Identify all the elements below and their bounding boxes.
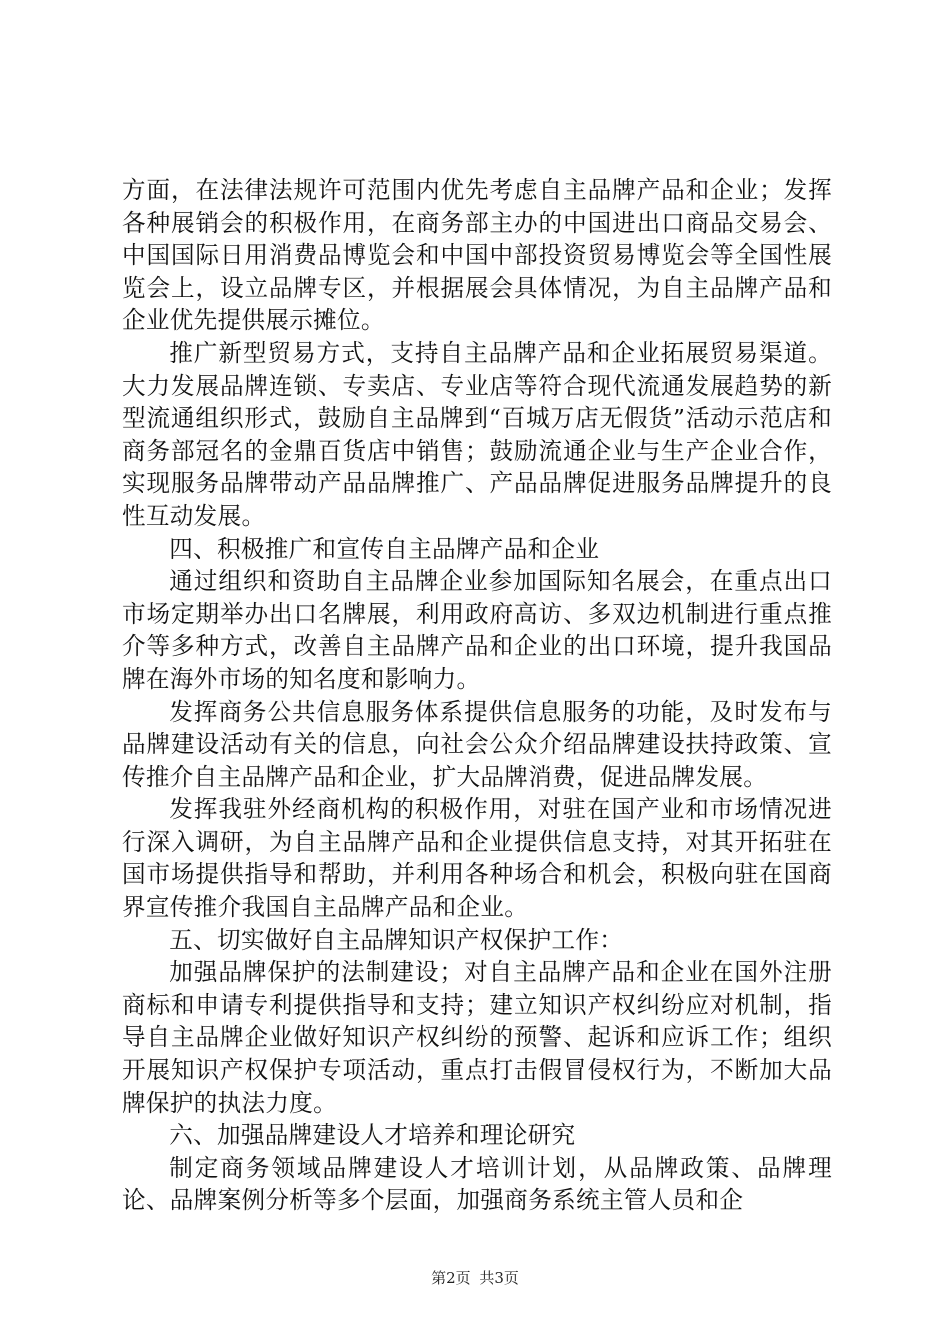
section-heading-4: 四、积极推广和宣传自主品牌产品和企业 <box>169 534 600 563</box>
paragraph-3: 通过组织和资助自主品牌企业参加国际知名展会，在重点出口市场定期举办出口名牌展，利用政府高访、多双边机制进行重点推介等多种方式，改善自主品牌产品和企业的出口环境，提升我国品牌在海外市场的知名度和影响力。 <box>122 567 832 693</box>
paragraph-6: 加强品牌保护的法制建设；对自主品牌产品和企业在国外注册商标和申请专利提供指导和支持；建立知识产权纠纷应对机制，指导自主品牌企业做好知识产权纠纷的预警、起诉和应诉工作；组织开展知识产权保护专项活动，重点打击假冒侵权行为，不断加大品牌保护的执法力度。 <box>122 958 832 1117</box>
paragraph-1: 方面，在法律法规许可范围内优先考虑自主品牌产品和企业；发挥各种展销会的积极作用，在商务部主办的中国进出口商品交易会、中国国际日用消费品博览会和中国中部投资贸易博览会等全国性展览会上，设立品牌专区，并根据展会具体情况，为自主品牌产品和企业优先提供展示摊位。 <box>122 176 832 335</box>
section-heading-6: 六、加强品牌建设人才培养和理论研究 <box>169 1121 576 1150</box>
page-number: 第2页 <box>431 1269 471 1287</box>
section-heading-5: 五、切实做好自主品牌知识产权保护工作： <box>169 925 624 954</box>
paragraph-2: 推广新型贸易方式，支持自主品牌产品和企业拓展贸易渠道。大力发展品牌连锁、专卖店、专业店等符合现代流通发展趋势的新型流通组织形式，鼓励自主品牌到“百城万店无假货”活动示范店和商务部冠名的金鼎百货店中销售；鼓励流通企业与生产企业合作，实现服务品牌带动产品品牌推广、产品品牌促进服务品牌提升的良性互动发展。 <box>122 338 832 530</box>
document-body <box>122 174 832 1217</box>
paragraph-7: 制定商务领域品牌建设人才培训计划，从品牌政策、品牌理论、品牌案例分析等多个层面，加强商务系统主管人员和企 <box>122 1153 832 1215</box>
page-footer <box>0 1268 950 1288</box>
paragraph-5: 发挥我驻外经商机构的积极作用，对驻在国产业和市场情况进行深入调研，为自主品牌产品和企业提供信息支持，对其开拓驻在国市场提供指导和帮助，并利用各种场合和机会，积极向驻在国商界宣传推介我国自主品牌产品和企业。 <box>122 795 832 922</box>
paragraph-4: 发挥商务公共信息服务体系提供信息服务的功能，及时发布与品牌建设活动有关的信息，向社会公众介绍品牌建设扶持政策、宣传推介自主品牌产品和企业，扩大品牌消费，促进品牌发展。 <box>122 697 832 791</box>
page-total: 共3页 <box>479 1269 519 1287</box>
